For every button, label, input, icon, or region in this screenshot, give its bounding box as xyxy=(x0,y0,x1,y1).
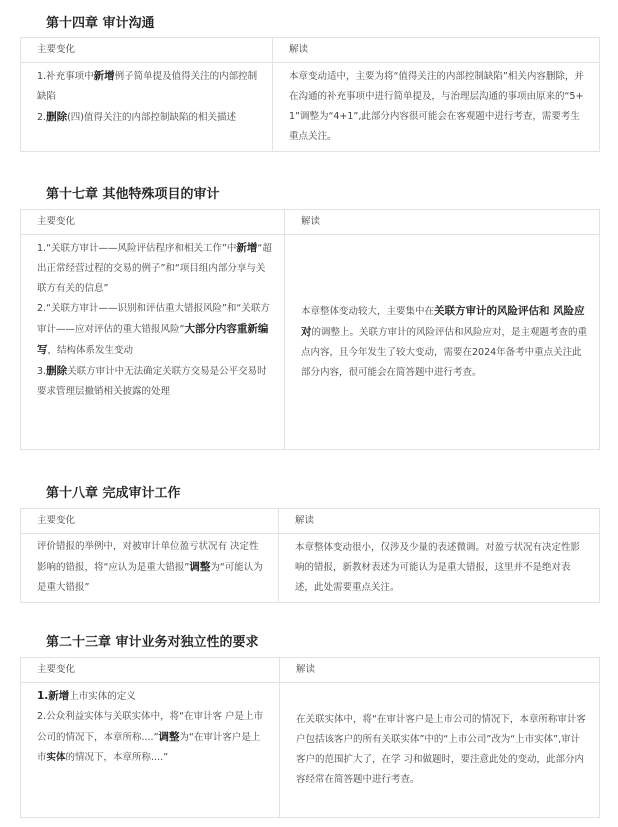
change-item-2: 2.删除(四)值得关注的内部控制缺陷的相关描述 xyxy=(37,111,236,123)
col-main-change: 主要变化 xyxy=(21,658,280,683)
chapter-14-heading: 第十四章 审计沟通 xyxy=(46,16,155,31)
table-row xyxy=(21,63,600,152)
change-item-2: 2.公众利益实体与关联实体中，将“在审计客 户是上市公司的情况下，本章所称....”调整为“在审计客户是上市实体的情况下，本章所称....” xyxy=(37,711,264,763)
col-interpretation: 解读 xyxy=(273,38,600,63)
changes-cell xyxy=(21,63,273,152)
table-row xyxy=(21,534,600,603)
interpretation-cell: 本章变动适中，主要为将“值得关注的内部控制缺陷”相关内容删除，并在沟通的补充事项中进行简单提及，与治理层沟通的事项由原来的“5+1”调整为“4+1”,此部分内容很可能会在客观题中进行考查，需要考生重点关注。 xyxy=(273,63,600,152)
col-interpretation: 解读 xyxy=(280,658,600,683)
chapter-17-heading: 第十七章 其他特殊项目的审计 xyxy=(46,187,220,202)
table-row xyxy=(21,235,600,450)
interpretation-cell: 本章整体变动较大，主要集中在关联方审计的风险评估和 风险应对的调整上。关联方审计的风险评估和风险应对，是主观题考查的重点内容，且今年发生了较大变动，需要在2024年备考中重点关注此部分内容，很可能会在简答题中进行考查。 xyxy=(285,235,600,450)
col-main-change: 主要变化 xyxy=(21,509,279,534)
changes-cell xyxy=(21,683,280,818)
table-header-row xyxy=(21,509,600,534)
chapter-23-heading: 第二十三章 审计业务对独立性的要求 xyxy=(46,635,259,650)
interpretation-cell: 在关联实体中，将“在审计客户是上市公司的情况下，本章所称审计客户包括该客户的所有关联实体”中的“上市公司”改为“上市实体”,审计客户的范围扩大了，在学 习和做题时，要注意此处的变动，此部分内容经常在简答题中进行考查。 xyxy=(280,683,600,818)
change-item-1: 1.新增上市实体的定义 xyxy=(37,690,136,702)
col-interpretation: 解读 xyxy=(285,210,600,235)
table-header-row xyxy=(21,210,600,235)
change-item-2: 2.“关联方审计——识别和评估重大错报风险”和“关联方审计——应对评估的重大错报风险”大部分内容重新编写，结构体系发生变动 xyxy=(37,303,270,356)
changes-cell: 评价错报的举例中，对被审计单位盈亏状况有 决定性影响的错报，将“应认为是重大错报”调整为“可能认为是重大错报” xyxy=(21,534,279,603)
change-item-3: 3.删除关联方审计中无法确定关联方交易是公平交易时要求管理层撤销相关披露的处理 xyxy=(37,365,267,397)
chapter-14-table xyxy=(20,37,600,152)
chapter-17-table xyxy=(20,209,600,450)
table-header-row xyxy=(21,658,600,683)
change-item-1: 1.补充事项中新增例子简单提及值得关注的内部控制缺陷 xyxy=(37,70,258,102)
chapter-23-table xyxy=(20,657,600,818)
table-row xyxy=(21,683,600,818)
col-main-change: 主要变化 xyxy=(21,38,273,63)
table-header-row xyxy=(21,38,600,63)
chapter-18-table xyxy=(20,508,600,603)
change-item-1: 1.“关联方审计——风险评估程序和相关工作”中新增“超出正常经营过程的交易的例子”和“项目组内部分享与关联方有关的信息” xyxy=(37,242,272,294)
interpretation-cell: 本章整体变动很小，仅涉及少量的表述微调。对盈亏状况有决定性影响的错报，新教材表述为可能认为是重大错报，这里并不是绝对表述，此处需要重点关注。 xyxy=(279,534,600,603)
col-main-change: 主要变化 xyxy=(21,210,285,235)
chapter-18-heading: 第十八章 完成审计工作 xyxy=(46,486,181,501)
changes-cell xyxy=(21,235,285,450)
col-interpretation: 解读 xyxy=(279,509,600,534)
